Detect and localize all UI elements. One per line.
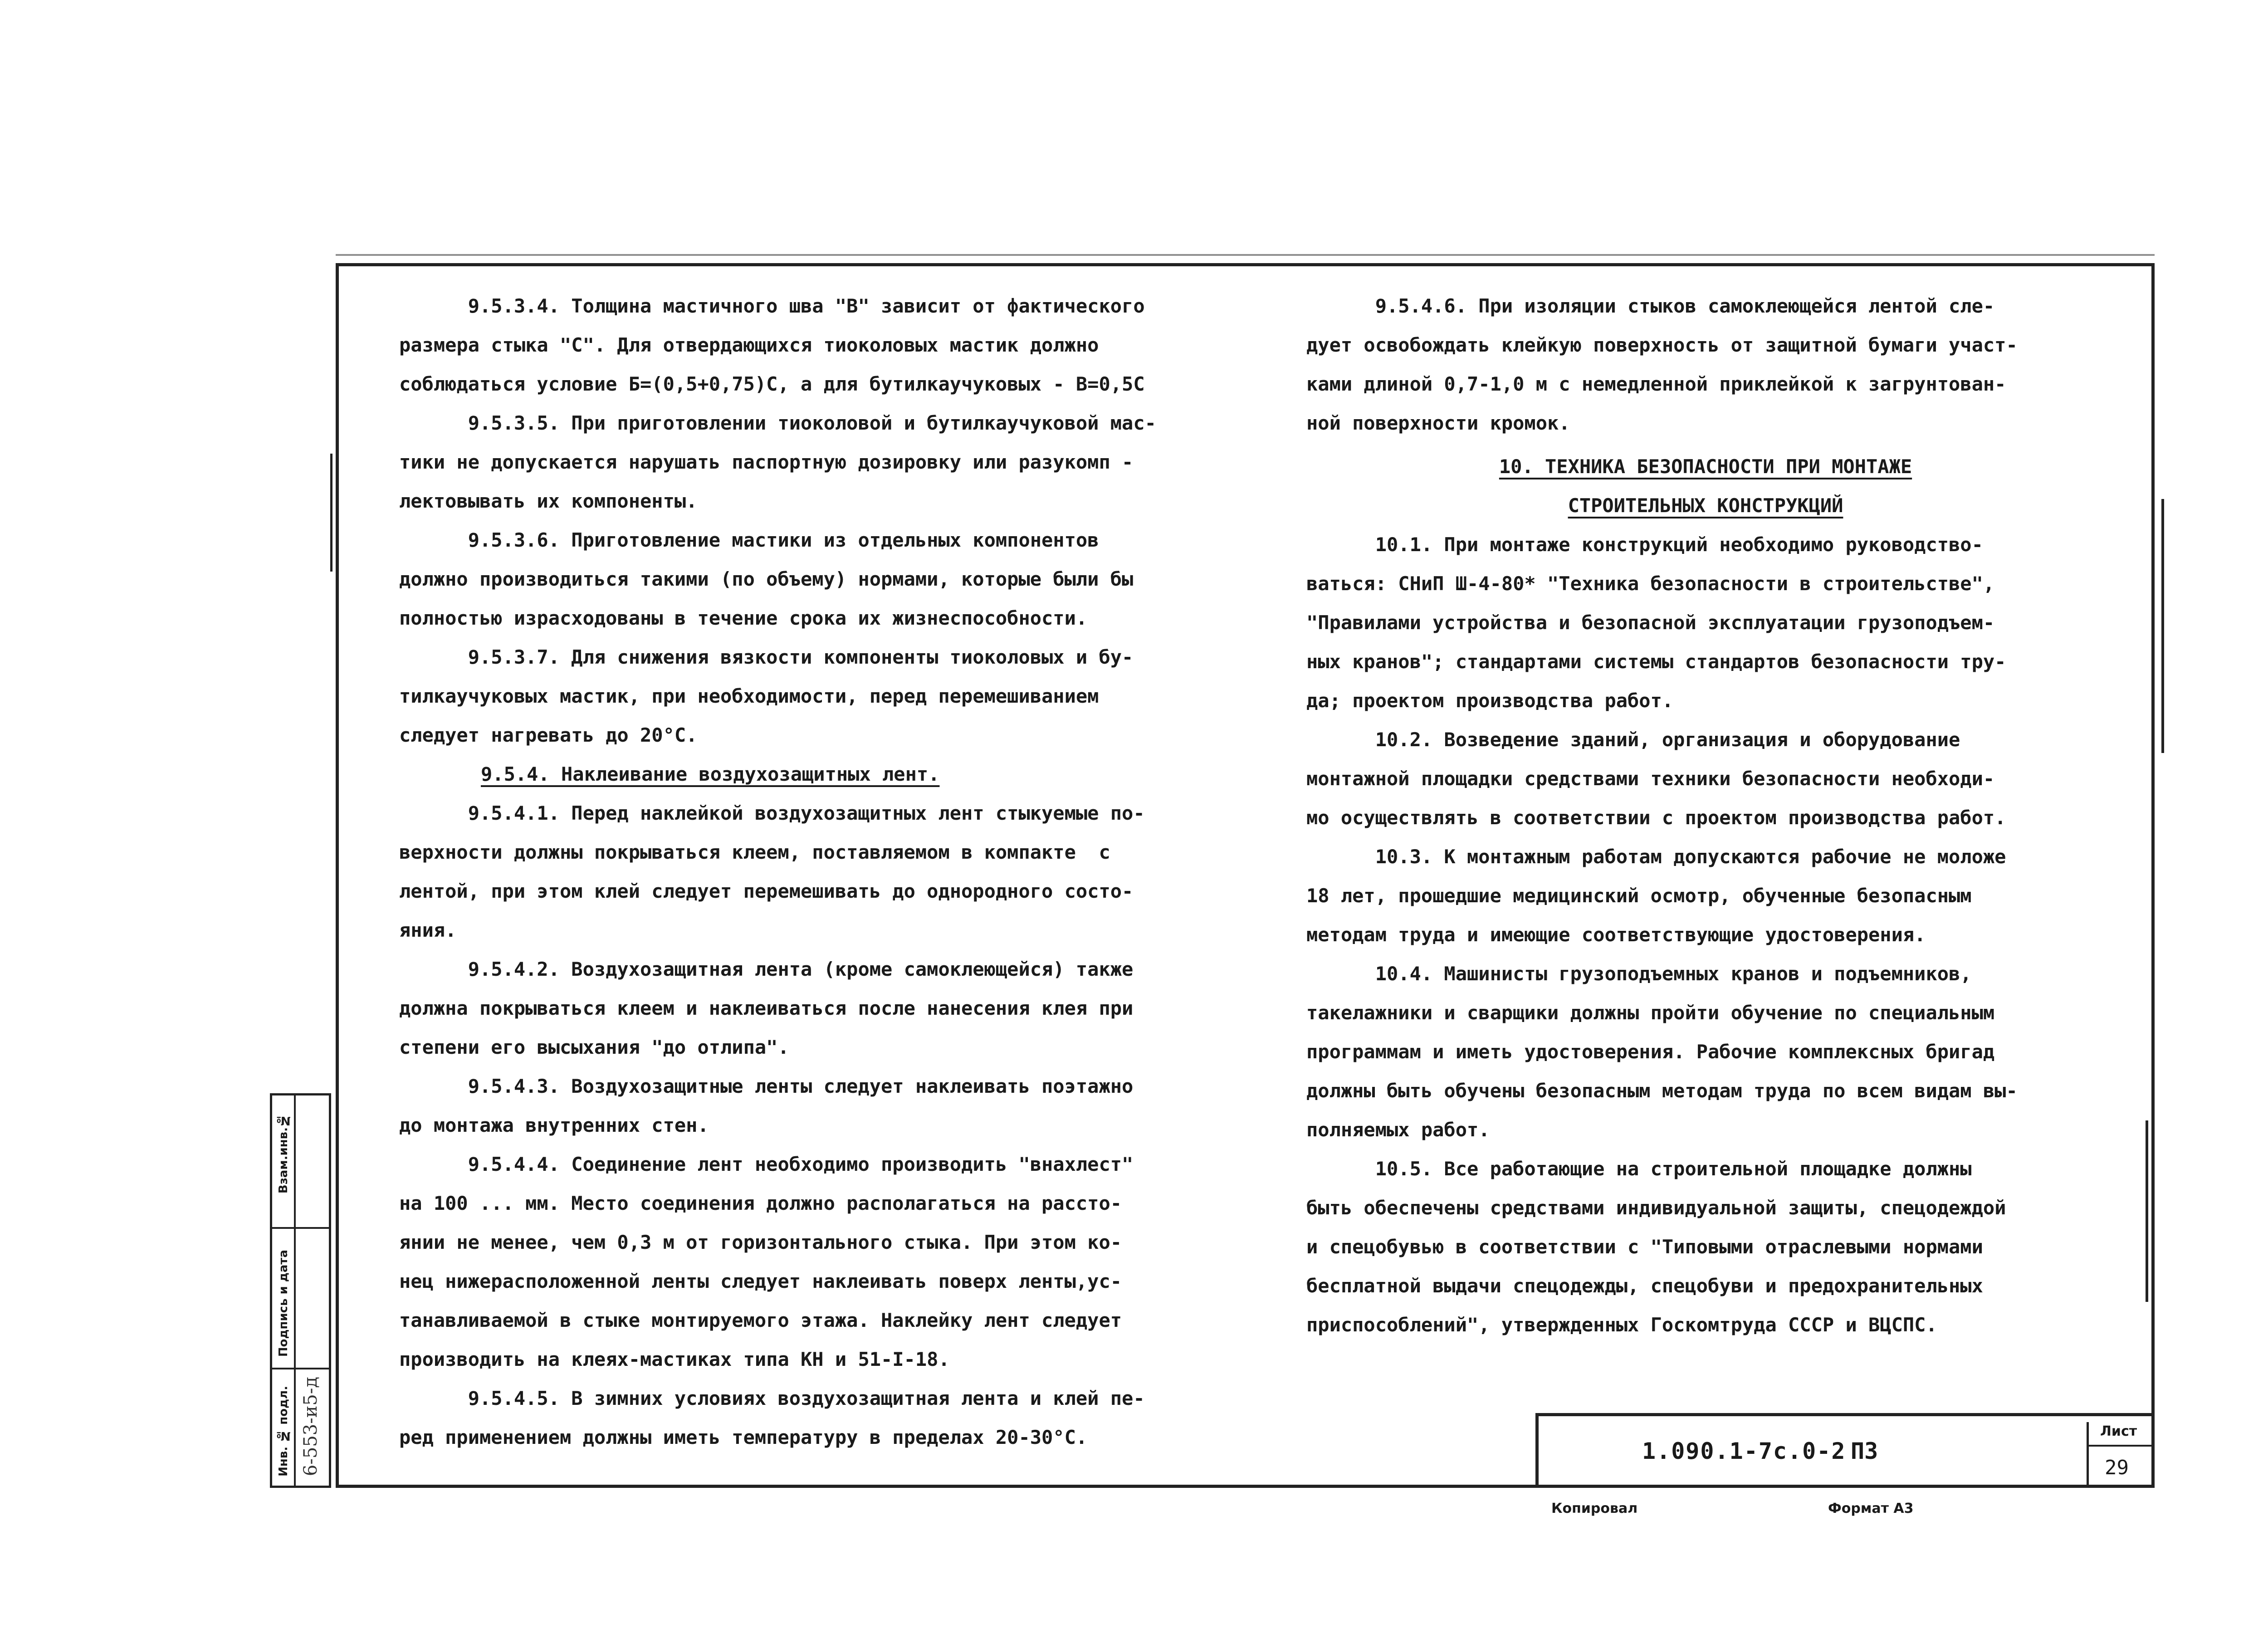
text-line: бесплатной выдачи спецодежды, спецобуви и предохранительных: [1306, 1275, 1983, 1297]
sheet-divider: [2087, 1445, 2155, 1447]
text-line: должно производиться такими (по объему) нормами, которые были бы: [399, 568, 1134, 590]
section-heading-text: 9.5.4. Наклеивание воздухозащитных лент.: [481, 763, 940, 785]
footer-copied: Копировал: [1551, 1501, 1638, 1516]
text-line: размера стыка "С". Для отвердающихся тиоколовых мастик должно: [399, 334, 1099, 356]
text-line: верхности должны покрываться клеем, поставляемом в компакте с: [399, 841, 1110, 863]
text-line: 10.3. К монтажным работам допускаются рабочие не моложе: [1306, 846, 2006, 868]
text-line: 10.2. Возведение зданий, организация и оборудование: [1306, 729, 1960, 751]
text-line: мо осуществлять в соответствии с проектом производства работ.: [1306, 807, 2006, 829]
text-line: 9.5.3.7. Для снижения вязкости компоненты тиоколовых и бу-: [399, 646, 1134, 668]
text-line: быть обеспечены средствами индивидуальной защиты, спецодеждой: [1306, 1197, 2006, 1219]
text-line: "Правилами устройства и безопасной эксплуатации грузоподъем-: [1306, 611, 1995, 634]
text-line: дует освобождать клейкую поверхность от защитной бумаги участ-: [1306, 334, 2018, 356]
text-line: должна покрываться клеем и наклеиваться после нанесения клея при: [399, 997, 1134, 1019]
left-column: [399, 287, 1225, 1457]
text-line: до монтажа внутренних стен.: [399, 1114, 709, 1136]
text-line: 10.5. Все работающие на строительной площадке должны: [1306, 1158, 1972, 1180]
text-line: следует нагревать до 20°С.: [399, 724, 698, 746]
text-line: полностью израсходованы в течение срока их жизнеспособности.: [399, 607, 1088, 629]
chapter-heading-text-2: СТРОИТЕЛЬНЫХ КОНСТРУКЦИЙ: [1568, 494, 1843, 517]
text-line: яния.: [399, 919, 457, 941]
text-line: 9.5.4.3. Воздухозащитные ленты следует наклеивать поэтажно: [399, 1075, 1134, 1097]
text-line: 9.5.3.4. Толщина мастичного шва "В" зависит от фактического: [399, 295, 1145, 317]
document-type: ПЗ: [1851, 1438, 1878, 1464]
right-column: [1306, 287, 2105, 1345]
text-line: должны быть обучены безопасным методам труда по всем видам вы-: [1306, 1080, 2018, 1102]
side-stamp: [270, 1093, 331, 1488]
text-line: танавливаемой в стыке монтируемого этажа. Наклейку лент следует: [399, 1309, 1122, 1331]
text-line: 9.5.4.2. Воздухозащитная лента (кроме самоклеющейся) также: [399, 958, 1134, 980]
document-code: 1.090.1-7с.0-2: [1642, 1438, 1846, 1464]
text-line: 9.5.4.6. При изоляции стыков самоклеющейся лентой сле-: [1306, 295, 1995, 317]
text-line: 9.5.4.4. Соединение лент необходимо производить "внахлест": [399, 1153, 1134, 1175]
text-line: лентой, при этом клей следует перемешивать до однородного состо-: [399, 880, 1134, 902]
stamp-divider: [272, 1227, 329, 1229]
text-line: методам труда и имеющие соответствующие удостоверения.: [1306, 924, 1926, 946]
text-line: тики не допускается нарушать паспортную дозировку или разукомп -: [399, 451, 1134, 473]
text-line: нец нижерасположенной ленты следует наклеивать поверх ленты,ус-: [399, 1270, 1122, 1292]
text-line: на 100 ... мм. Место соединения должно располагаться на рассто-: [399, 1192, 1122, 1214]
text-line: и спецобувью в соответствии с "Типовыми отраслевыми нормами: [1306, 1236, 1983, 1258]
text-line: ных кранов"; стандартами системы стандартов безопасности тру-: [1306, 650, 2006, 673]
stamp-column-divider: [294, 1095, 296, 1486]
text-line: монтажной площадки средствами техники безопасности необходи-: [1306, 768, 1995, 790]
stamp-inv-value: 6-553-и5-д: [300, 1377, 321, 1477]
sheet-label: Лист: [2100, 1423, 2137, 1439]
text-line: 9.5.3.5. При приготовлении тиоколовой и бутилкаучуковой мас-: [399, 412, 1156, 434]
text-line: приспособлений", утвержденных Госкомтруда СССР и ВЦСПС.: [1306, 1314, 1937, 1336]
text-line: 9.5.3.6. Приготовление мастики из отдельных компонентов: [399, 529, 1099, 551]
text-line: тилкаучуковых мастик, при необходимости, перед перемешиванием: [399, 685, 1099, 707]
text-line: 9.5.4.1. Перед наклейкой воздухозащитных лент стыкуемые по-: [399, 802, 1145, 824]
text-line: полняемых работ.: [1306, 1119, 1490, 1141]
text-line: программам и иметь удостоверения. Рабочие комплексных бригад: [1306, 1041, 1995, 1063]
section-heading: [399, 755, 1225, 794]
text-line: 9.5.4.5. В зимних условиях воздухозащитная лента и клей пе-: [399, 1387, 1145, 1409]
scan-mark-right: [2161, 499, 2164, 753]
text-line: такелажники и сварщики должны пройти обучение по специальным: [1306, 1002, 1995, 1024]
stamp-label-vzam: Взам.инв.№: [277, 1114, 290, 1194]
text-line: ной поверхности кромок.: [1306, 412, 1570, 434]
chapter-heading-line-1: [1306, 447, 2105, 486]
scan-mark-left: [330, 454, 332, 572]
chapter-heading-text-1: 10. ТЕХНИКА БЕЗОПАСНОСТИ ПРИ МОНТАЖЕ: [1499, 455, 1912, 478]
text-line: ред применением должны иметь температуру в пределах 20-30°С.: [399, 1426, 1088, 1448]
text-line: ваться: СНиП Ш-4-80* "Техника безопасности в строительстве",: [1306, 572, 1995, 595]
scan-mark-top: [336, 254, 2155, 256]
text-line: лектовывать их компоненты.: [399, 490, 698, 512]
text-line: янии не менее, чем 0,3 м от горизонтального стыка. При этом ко-: [399, 1231, 1122, 1253]
footer-format: Формат А3: [1828, 1501, 1914, 1516]
text-line: 10.1. При монтаже конструкций необходимо руководство-: [1306, 533, 1983, 556]
scan-mark-right-lower: [2146, 1120, 2148, 1302]
stamp-label-inv: Инв. № подл.: [277, 1386, 290, 1477]
text-line: ками длиной 0,7-1,0 м с немедленной приклейкой к загрунтован-: [1306, 373, 2006, 395]
chapter-heading-line-2: [1306, 486, 2105, 525]
text-line: степени его высыхания "до отлипа".: [399, 1036, 789, 1058]
text-line: да; проектом производства работ.: [1306, 690, 1674, 712]
text-line: производить на клеях-мастиках типа КН и 51-I-18.: [399, 1348, 950, 1370]
text-line: соблюдаться условие Б=(0,5+0,75)С, а для бутилкаучуковых - В=0,5С: [399, 373, 1145, 395]
stamp-divider: [272, 1368, 329, 1369]
sheet-number: 29: [2105, 1456, 2129, 1479]
text-line: 18 лет, прошедшие медицинский осмотр, обученные безопасным: [1306, 885, 1972, 907]
stamp-label-sign: Подпись и дата: [277, 1250, 290, 1357]
text-line: 10.4. Машинисты грузоподъемных кранов и подъемников,: [1306, 963, 1972, 985]
